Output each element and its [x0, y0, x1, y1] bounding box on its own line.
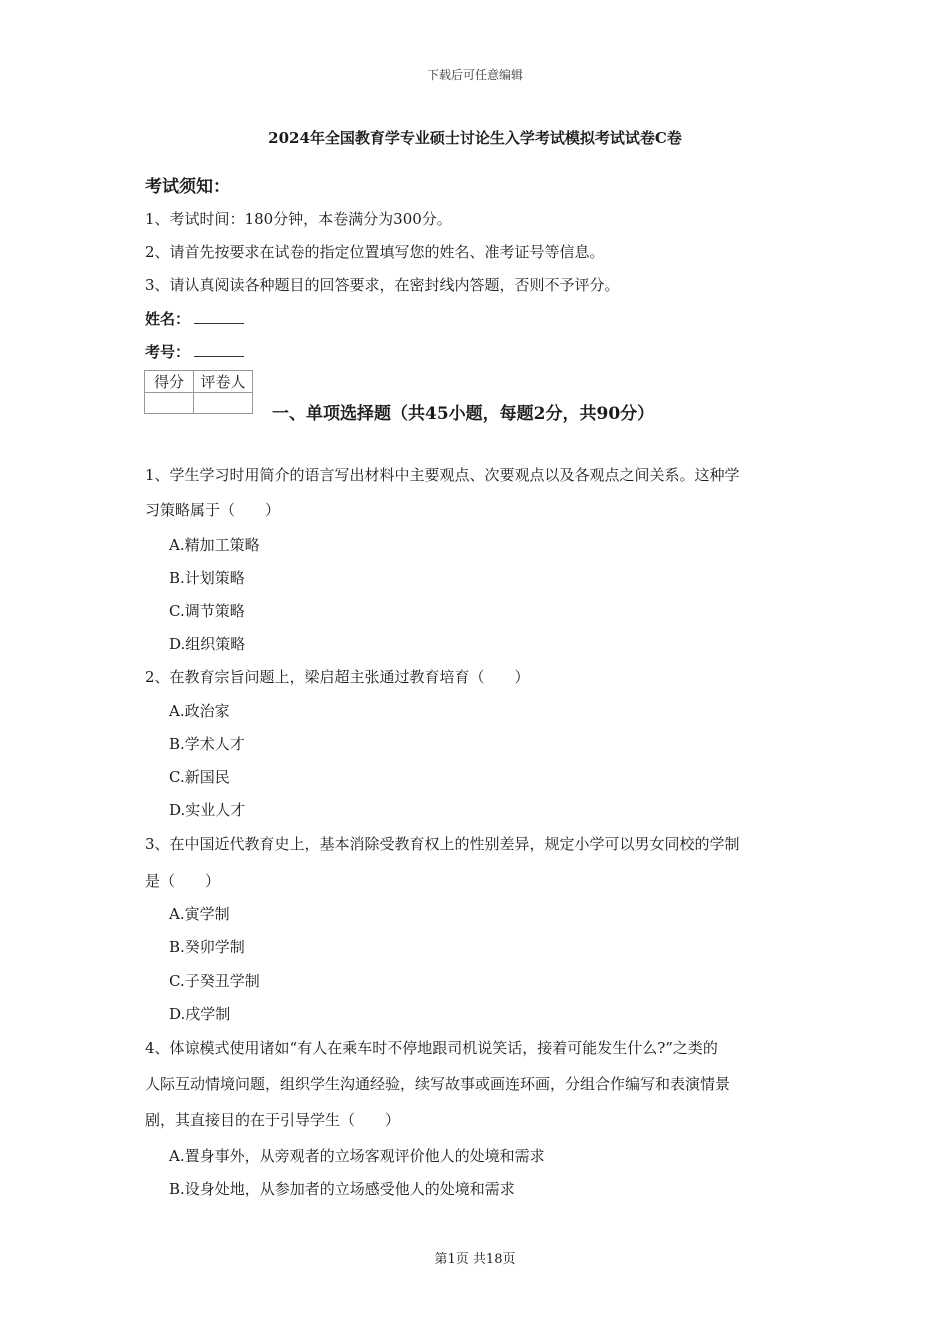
notice-heading: 考试须知：: [145, 177, 230, 197]
answer-option[interactable]: A.置身事外，从旁观者的立场客观评价他人的处境和需求: [169, 1147, 545, 1165]
name-blank[interactable]: [194, 309, 244, 324]
score-cell[interactable]: [145, 393, 194, 414]
question-text: 习策略属于（ ）: [145, 501, 281, 519]
question-text: 剧，其直接目的在于引导学生（ ）: [145, 1111, 401, 1129]
exam-title: 2024年全国教育学专业硕士讨论生入学考试模拟考试试卷C卷: [268, 129, 682, 147]
name-label: 姓名：: [145, 310, 191, 328]
answer-option[interactable]: D.戌学制: [169, 1005, 231, 1023]
grader-cell[interactable]: [194, 393, 253, 414]
answer-option[interactable]: B.设身处地，从参加者的立场感受他人的处境和需求: [169, 1180, 515, 1198]
question-text: 是（ ）: [145, 872, 221, 890]
question-text: 2、在教育宗旨问题上，梁启超主张通过教育培育（ ）: [145, 668, 530, 686]
notice-item: 1、考试时间：180分钟，本卷满分为300分。: [145, 210, 452, 228]
grader-header: 评卷人: [194, 371, 253, 393]
notice-item: 3、请认真阅读各种题目的回答要求，在密封线内答题，否则不予评分。: [145, 276, 620, 294]
answer-option[interactable]: B.癸卯学制: [169, 938, 245, 956]
name-field: [145, 308, 244, 329]
page-header-note: 下载后可任意编辑: [426, 68, 523, 82]
question-text: 3、在中国近代教育史上，基本消除受教育权上的性别差异，规定小学可以男女同校的学制: [145, 835, 740, 853]
answer-option[interactable]: A.政治家: [169, 702, 230, 720]
question-text: 人际互动情境问题，组织学生沟通经验，续写故事或画连环画，分组合作编写和表演情景: [145, 1075, 731, 1093]
page-number: 第1页 共18页: [434, 1252, 516, 1267]
question-text: 1、学生学习时用简介的语言写出材料中主要观点、次要观点以及各观点之间关系。这种学: [145, 466, 740, 484]
question-text: 4、体谅模式使用诸如“有人在乘车时不停地跟司机说笑话，接着可能发生什么?”之类的: [145, 1039, 718, 1057]
answer-option[interactable]: B.学术人才: [169, 735, 245, 753]
answer-option[interactable]: A.寅学制: [169, 905, 230, 923]
id-field: [145, 341, 244, 362]
id-blank[interactable]: [194, 342, 244, 357]
answer-option[interactable]: D.组织策略: [169, 635, 246, 653]
answer-option[interactable]: C.调节策略: [169, 602, 245, 620]
score-header: 得分: [145, 371, 194, 393]
answer-option[interactable]: A.精加工策略: [169, 536, 260, 554]
score-table: [144, 370, 253, 414]
answer-option[interactable]: C.新国民: [169, 768, 230, 786]
answer-option[interactable]: B.计划策略: [169, 569, 245, 587]
section-title: 一、单项选择题（共45小题，每题2分，共90分）: [272, 404, 655, 424]
answer-option[interactable]: C.子癸丑学制: [169, 972, 260, 990]
id-label: 考号：: [145, 343, 191, 361]
answer-option[interactable]: D.实业人才: [169, 801, 246, 819]
notice-item: 2、请首先按要求在试卷的指定位置填写您的姓名、准考证号等信息。: [145, 243, 605, 261]
